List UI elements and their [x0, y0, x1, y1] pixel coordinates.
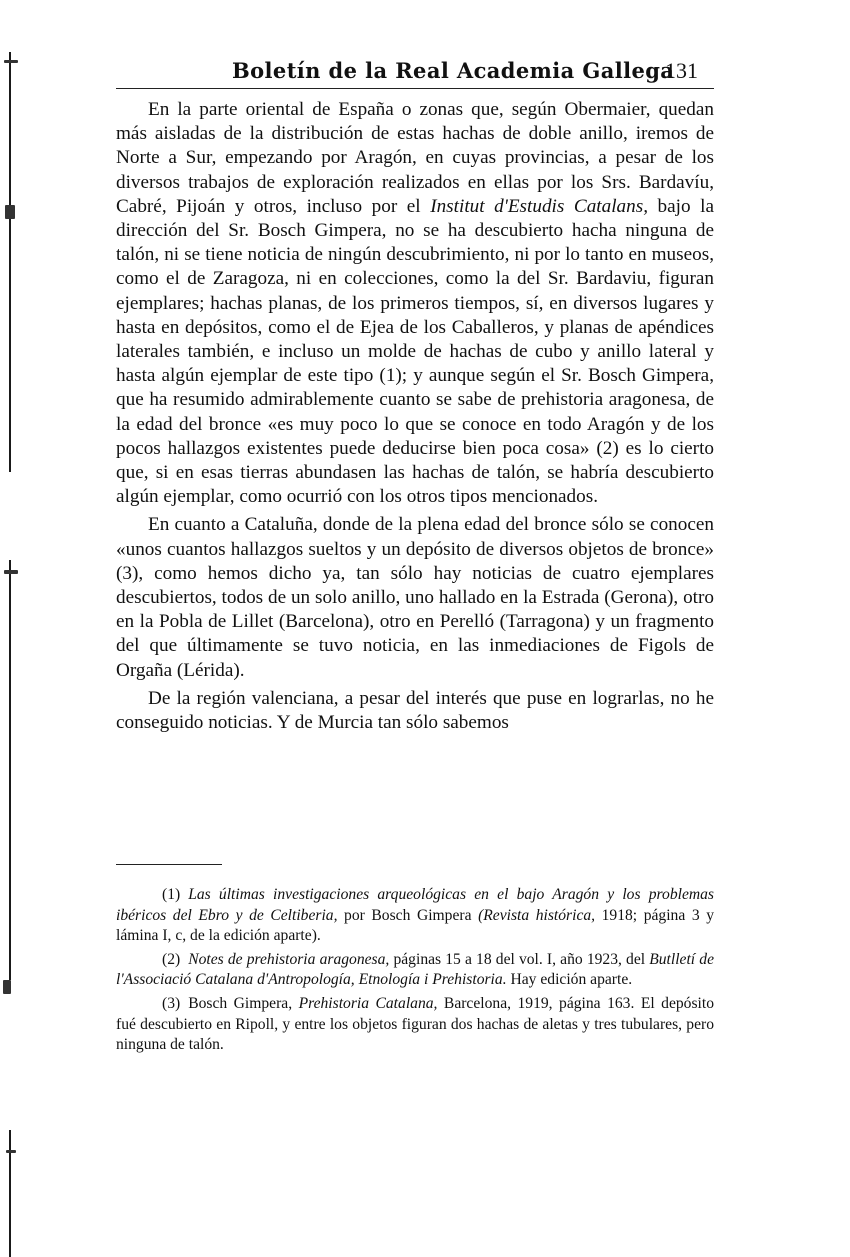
paragraph-cataluna: En cuanto a Cataluña, donde de la plena edad del bronce sólo se conocen «unos cuantos hallazgos sueltos y un depósito de diversos objetos de bronce» (3), como hemos dicho ya, tan sólo hay noticias de cuatro ejemplares descubiertos, todos de un solo anillo, uno hallado en la Estrada (Gerona), otro en la Pobla de Lillet (Barcelona), otro en Perelló (Tarragona) y un fragmento del que últimamente se tuvo noticia, en las inmediaciones de Figols de Orgaña (Lérida).: [116, 514, 714, 681]
paragraph-aragon-text-a: En la parte oriental de España o zonas que, según Obermaier, quedan más aisladas de la distribución de estas hachas de doble anillo, iremos de Norte a Sur, empezando por Aragón, en cuyas provincias, a pesar de los diversos trabajos de exploración realizados en ellas por los Srs. Bardavíu, Cabré, Pijoán y otros, incluso por el: [116, 99, 714, 217]
footnote-2-details: páginas 15 a 18 del vol. I, año 1923, del: [389, 950, 650, 968]
footnote-3-number: (3): [162, 994, 181, 1012]
footnote-3-author: Bosch Gimpera,: [188, 994, 299, 1012]
footnote-1-title: Las últimas investigaciones arqueológicas en el bajo Aragón y los problemas ibéricos del Ebro y de Celtiberia,: [116, 886, 714, 924]
paragraph-valencia: De la región valenciana, a pesar del interés que puse en lograrlas, no he conseguido noticias. Y de Murcia tan sólo sabemos: [116, 687, 714, 734]
paragraph-aragon: [116, 98, 714, 509]
binding-rule-upper: [9, 52, 11, 472]
footnote-1-author: por Bosch Gimpera: [337, 906, 479, 924]
body-text: [116, 98, 714, 739]
footnote-1-number: (1): [162, 886, 181, 903]
binding-mark: [4, 570, 18, 574]
footnote-2-tail: Hay edición aparte.: [506, 971, 633, 989]
footnotes: [116, 885, 714, 1059]
footnote-1-tail: 1918; página 3 y lámina I, c, de la edición aparte).: [116, 906, 714, 945]
binding-mark: [5, 205, 15, 219]
binding-mark: [3, 980, 11, 994]
binding-edge: [0, 0, 26, 1257]
footnote-2-journal: Butlletí de l'Associació Catalana d'Antropología, Etnología i Prehistoria.: [116, 950, 714, 989]
footnote-divider: [116, 864, 222, 865]
page-header: [116, 58, 714, 89]
footnote-1-journal: (Revista histórica,: [478, 906, 596, 924]
paragraph-aragon-italic: Institut d'Estudis Catalans,: [430, 195, 648, 217]
running-title: Boletín de la Real Academia Gallega: [232, 58, 675, 83]
binding-mark: [4, 60, 18, 63]
footnote-3-tail: Barcelona, 1919, página 163. El depósito fué descubierto en Ripoll, y entre los objetos figuran dos hachas de aletas y tres tubulares, pero ninguna de talón.: [116, 994, 714, 1054]
footnote-3-title: Prehistoria Catalana,: [298, 994, 438, 1012]
footnote-2: [116, 950, 714, 991]
footnote-2-title: Notes de prehistoria aragonesa,: [188, 950, 390, 968]
footnote-3: [116, 994, 714, 1056]
paragraph-aragon-text-b: bajo la dirección del Sr. Bosch Gimpera, no se ha descubierto hacha ninguna de talón, ni se tiene noticia de ningún descubrimiento, ni por lo tanto en museos, como el de Zaragoza, ni en colecciones, como la del Sr. Bardaviu, figuran ejemplares; hachas planas, de los primeros tiempos, sí, en diversos lugares y hasta en depósitos, como el de Ejea de los Caballeros, y planas de apéndices laterales también, e incluso un molde de hachas de cubo y anillo lateral y hasta algún ejemplar de este tipo (1); y aunque según el Sr. Bosch Gimpera, que ha resumido admirablemente cuanto se sabe de prehistoria aragonesa, de la edad del bronce «es muy poco lo que se conoce en todo Aragón y de los pocos hallazgos existentes puede deducirse bien poca cosa» (2) es lo cierto que, si en esas tierras abundasen las hachas de talón, se habría descubierto algún ejemplar, como ocurrió con los otros tipos mencionados.: [116, 195, 715, 508]
footnote-2-number: (2): [162, 950, 181, 968]
page-number: 131: [665, 58, 698, 83]
binding-mark: [6, 1150, 16, 1153]
binding-rule-middle: [9, 560, 11, 980]
footnote-1: [116, 885, 714, 947]
